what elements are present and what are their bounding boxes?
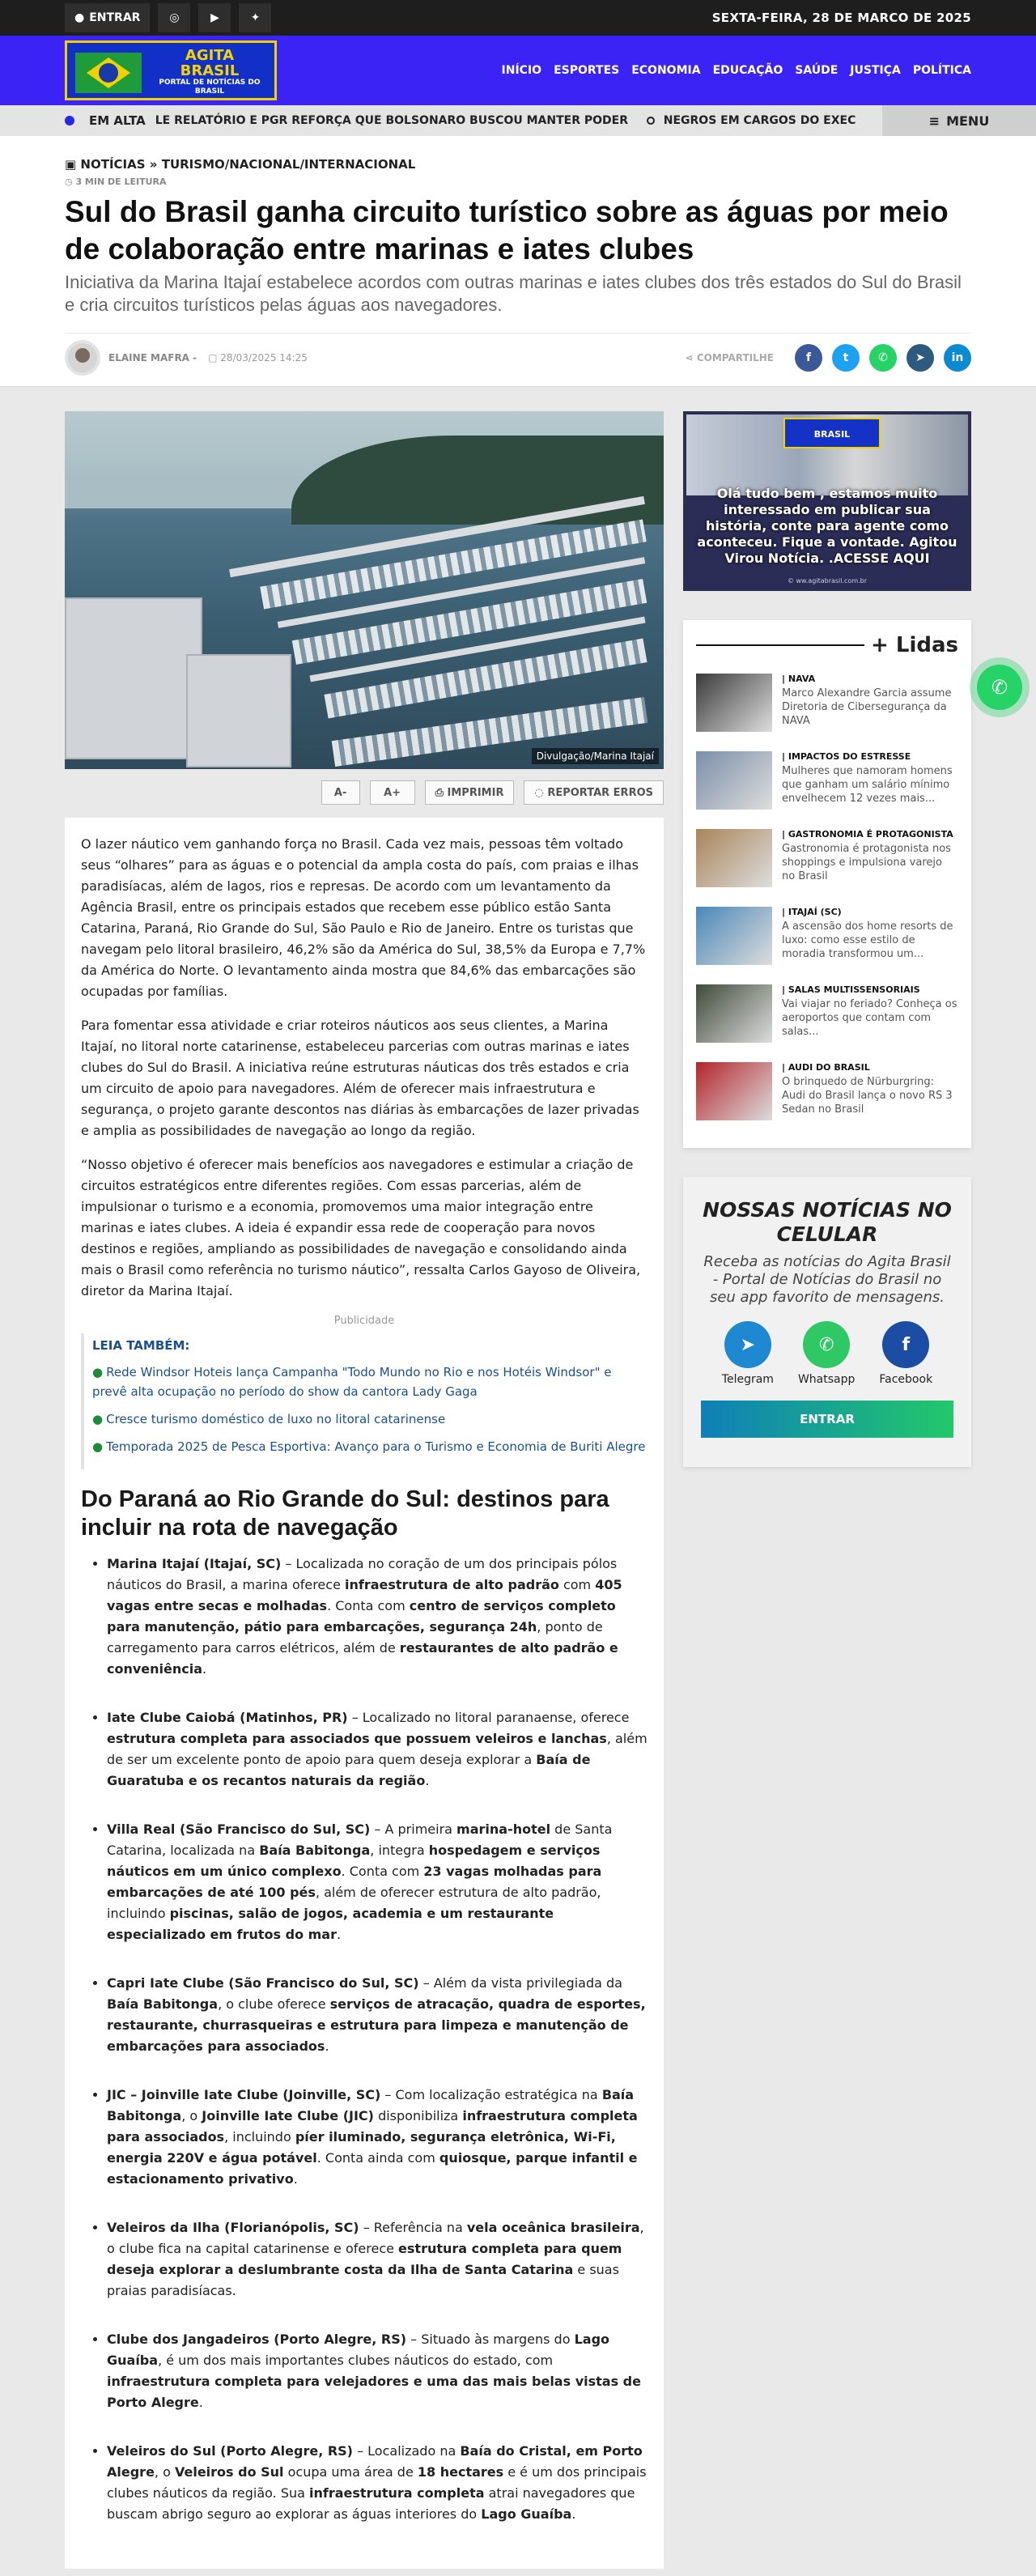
article-paragraph: Para fomentar essa atividade e criar roteiros náuticos aos seus clientes, a Marina Itajaí, no litoral norte catarinense, estabeleceu parcerias com outras marinas e iates clubes do Sul do Brasil. A iniciativa reúne estruturas náuticas dos três estados e cria um circuito de apoio para navegadores. Além de oferecer mais infraestrutura e segurança, o projeto garante descontos nas diárias às embarcações de lazer privadas e amplia as possibilidades de navegação ao longo da região. [81,1018,639,1138]
breadcrumb-category[interactable]: TURISMO/NACIONAL/INTERNACIONAL [161,157,416,172]
related-title: LEIA TAMBÉM: [92,1338,190,1353]
item-title[interactable]: Marco Alexandre Garcia assume Diretoria de Cibersegurança da NAVA [782,687,952,727]
clock-icon: ◷ [65,176,73,187]
share-linkedin-icon[interactable]: in [944,344,971,372]
hamburger-icon: ≡ [928,113,940,129]
item-category: | ITAJAÍ (SC) [782,907,958,917]
flag-circle [99,63,118,83]
facebook-link[interactable] [879,1321,932,1386]
most-read-item[interactable] [696,984,958,1043]
section-heading: Do Paraná ao Rio Grande do Sul: destinos para incluir na rota de navegação [81,1486,609,1541]
list-item: • Capri Iate Clube (São Francisco do Sul, SC) – Além da vista privilegiada da Baía Babitonga, o clube oferece serviços de atracação, quadra de esportes, restaurante, churrasqueiras e estrutura para limpeza e manutenção de embarcações para associados. [107,1973,648,2057]
logo-title: AGITA BRASIL [180,47,240,79]
font-increase-button[interactable]: A+ [370,780,415,805]
breadcrumb-separator: » [149,157,158,172]
list-item: • Veleiros do Sul (Porto Alegre, RS) – Localizado na Baía do Cristal, em Porto Alegre, o Veleiros do Sul ocupa uma área de 18 hectares e é um dos principais clubes náuticos da região. Sua infraestrutura completa atrai navegadores que buscam abrigo seguro ao explorar as águas interiores do Lago Guaíba. [107,2441,648,2525]
facebook-icon: f [882,1321,929,1368]
thumbnail [696,984,772,1043]
breadcrumb [65,157,971,172]
article-body [65,818,664,2569]
item-category: | IMPACTOS DO ESTRESSE [782,751,958,762]
most-read-title: + Lidas [871,633,958,657]
top-bar [0,0,1036,36]
publish-date: ▢ 28/03/2025 14:25 [208,351,308,363]
article-hero-image [65,411,664,769]
thumbnail [696,907,772,965]
nav-justica[interactable]: JUSTIÇA [850,64,901,77]
logo-tagline: PORTAL DE NOTÍCIAS DO BRASIL [159,79,261,96]
nav-saude[interactable]: SAÚDE [795,64,839,77]
nav-educacao[interactable]: EDUCAÇÃO [712,64,783,77]
calendar-icon: ▢ [208,351,218,363]
share-facebook-icon[interactable]: f [795,344,822,372]
most-read-item[interactable] [696,907,958,965]
item-title[interactable]: O brinquedo de Nürburgring: Audi do Brasil lança o novo RS 3 Sedan no Brasil [782,1076,953,1116]
mobile-news-enter-button[interactable]: ENTRAR [701,1401,953,1438]
thumbnail [696,751,772,810]
ad-text: Olá tudo bem , estamos muito interessado em publicar sua história, conte para agente como aconteceu. Fique a vontade. Agitou Virou Notícia. .ACESSE AQUI [697,486,957,566]
login-button[interactable] [65,3,150,32]
author-name[interactable]: ELAINE MAFRA - [108,351,197,363]
youtube-icon[interactable]: ▶ [198,3,231,32]
telegram-icon: ➤ [724,1321,771,1368]
share-whatsapp-icon[interactable]: ✆ [869,344,897,372]
news-ticker [0,105,1036,136]
destinations-list [81,1554,648,2525]
item-category: | AUDI DO BRASIL [782,1062,958,1073]
article-column [65,411,664,2569]
app-label: Facebook [879,1373,933,1386]
ticker-item[interactable]: LE RELATÓRIO E PGR REFORÇA QUE BOLSONARO BUSCOU MANTER PODER [155,114,628,127]
sidebar [683,411,971,1467]
article-header [0,136,1036,387]
most-read-item[interactable] [696,1062,958,1120]
ad-label: Publicidade [333,1315,395,1327]
whatsapp-icon: ✆ [803,1321,850,1368]
app-links [701,1321,953,1386]
app-label: Whatsapp [797,1373,856,1386]
related-link[interactable]: ● Temporada 2025 de Pesca Esportiva: Avanço para o Turismo e Economia de Buriti Alegre [92,1437,648,1456]
item-title[interactable]: Gastronomia é protagonista nos shoppings e impulsiona varejo no Brasil [782,843,951,882]
whatsapp-link[interactable] [798,1321,855,1386]
login-label: ENTRAR [89,11,141,24]
article-tools [65,780,664,805]
article-subtitle: Iniciativa da Marina Itajaí estabelece acordos com outras marinas e iates clubes dos três estados do Sul do Brasil e cria circuitos turísticos pelas águas aos navegadores. [65,272,962,315]
newspaper-icon: ▣ [65,157,77,172]
nav-politica[interactable]: POLÍTICA [912,64,971,77]
instagram-icon[interactable]: ◎ [158,3,190,32]
ticker-items[interactable] [155,114,856,127]
most-read-item[interactable] [696,751,958,810]
read-time: ◷ 3 MIN DE LEITURA [65,176,167,187]
user-icon: ● [74,11,85,24]
telegram-link[interactable] [722,1321,774,1386]
article-paragraph: “Nosso objetivo é oferecer mais benefícios aos navegadores e estimular a criação de circuitos estratégicos entre diferentes regiões. Com essas parcerias, além de impulsionar o turismo e a economia, promovemos uma maior integração entre marinas e iates clubes. A ideia é expandir essa rede de cooperação para novos destinos e regiões, ampliando as possibilidades de navegação e consolidando ainda mais o Brasil como referência no turismo náutico”, ressalta Carlos Gayoso de Oliveira, diretor da Marina Itajaí. [81,1157,641,1299]
menu-label: MENU [946,113,990,129]
mobile-news-box [683,1177,971,1467]
share-label: ⋖ COMPARTILHE [685,351,774,363]
item-title[interactable]: A ascensão dos home resorts de luxo: como esse estilo de moradia transformou um... [782,920,953,960]
circle-icon [647,117,655,125]
list-item: • Villa Real (São Francisco do Sul, SC) – A primeira marina-hotel de Santa Catarina, localizada na Baía Babitonga, integra hospedagem e serviços náuticos em um único complexo. Conta com 23 vagas molhadas para embarcações de até 100 pés, além de oferecer estrutura de alto padrão, incluindo piscinas, salão de jogos, academia e um restaurante especializado em frutos do mar. [107,1819,648,1945]
site-logo[interactable] [65,40,277,100]
most-read-item[interactable] [696,674,958,732]
list-item: • Marina Itajaí (Itajaí, SC) – Localizada no coração de um dos principais pólos náuticos do Brasil, a marina oferece infraestrutura de alto padrão com 405 vagas entre secas e molhadas. Conta com centro de serviços completo para manutenção, pátio para embarcações, segurança 24h, ponto de carregamento para carros elétricos, além de restaurantes de alto padrão e conveniência. [107,1554,648,1680]
ticker-label: EM ALTA [89,113,146,128]
list-item: • Iate Clube Caiobá (Matinhos, PR) – Localizado no litoral paranaense, oferece estrutura completa para associados que possuem veleiros e lanchas, além de ser um excelente ponto de apoio para quem deseja explorar a Baía de Guaratuba e os recantos naturais da região. [107,1707,648,1792]
menu-button[interactable] [882,105,1036,136]
author-avatar[interactable] [65,340,100,376]
list-item: • Clube dos Jangadeiros (Porto Alegre, RS) – Situado às margens do Lago Guaíba, é um dos mais importantes clubes náuticos do estado, com infraestrutura completa para velejadores e uma das mais belas vistas de Porto Alegre. [107,2329,648,2413]
item-title[interactable]: Mulheres que namoram homens que ganham um salário mínimo envelhecem 12 vezes mais... [782,765,953,805]
report-error-button[interactable]: ◌ REPORTAR ERROS [524,780,664,805]
thumbnail [696,1062,772,1120]
printer-icon: ⎙ [435,786,448,799]
app-label: Telegram [721,1373,774,1386]
item-title[interactable]: Vai viajar no feriado? Conheça os aeroportos que contam com salas... [782,998,957,1038]
ad-logo: BRASIL [783,418,881,448]
current-date: SEXTA-FEIRA, 28 DE MARCO DE 2025 [711,11,971,25]
font-decrease-button[interactable]: A- [321,780,360,805]
nav-economia[interactable]: ECONOMIA [631,64,701,77]
twitter-icon[interactable]: ✦ [239,3,271,32]
mobile-news-title: NOSSAS NOTÍCIAS NO CELULAR [703,1198,952,1246]
most-read [683,620,971,1148]
most-read-item[interactable] [696,829,958,887]
share-icon: ⋖ [685,351,694,363]
image-caption: Divulgação/Marina Itajaí [532,748,659,764]
sidebar-ad-banner[interactable] [683,411,971,591]
image-building [65,597,202,759]
share-twitter-icon[interactable]: t [832,344,860,372]
list-item: • Veleiros da Ilha (Florianópolis, SC) – Referência na vela oceânica brasileira, o clube fica na capital catarinense e oferece estrutura completa para quem deseja explorar a deslumbrante costa da Ilha de Santa Catarina e suas praias paradisíacas. [107,2217,648,2302]
site-header [0,36,1036,105]
breadcrumb-noticias[interactable]: NOTÍCIAS [80,157,146,172]
related-link[interactable]: ● Rede Windsor Hoteis lança Campanha "Todo Mundo no Rio e nos Hotéis Windsor" e prevê alta ocupação no período do show da cantora Lady Gaga [92,1362,648,1401]
ad-footer: © ww.agitabrasil.com.br [787,577,868,584]
nav-esportes[interactable]: ESPORTES [554,64,620,77]
ticker-item[interactable]: NEGROS EM CARGOS DO EXEC [663,114,856,127]
item-category: | NAVA [782,674,958,684]
article-title: Sul do Brasil ganha circuito turístico sobre as águas por meio de colaboração entre marinas e iates clubes [65,195,949,266]
list-item: • JIC – Joinville Iate Clube (Joinville, SC) – Com localização estratégica na Baía Babitonga, o Joinville Iate Clube (JIC) disponibiliza infraestrutura completa para associados, incluindo píer iluminado, segurança eletrônica, Wi-Fi, energia 220V e água potável. Conta ainda com quiosque, parque infantil e estacionamento privativo. [107,2085,648,2190]
floating-whatsapp-button[interactable] [970,657,1030,717]
related-link[interactable]: ● Cresce turismo doméstico de luxo no litoral catarinense [92,1409,648,1429]
divider [696,644,864,646]
nav-inicio[interactable]: INÍCIO [501,64,542,77]
image-building [186,654,291,767]
comment-icon: ◌ [534,786,548,799]
related-articles [81,1333,648,1469]
article-paragraph: O lazer náutico vem ganhando força no Brasil. Cada vez mais, pessoas têm voltado seus “olhares” para as águas e o potencial da ampla costa do país, com praias e ilhas paradisíacas, além de lagos, rios e represas. De acordo com um levantamento da Agência Brasil, entre os principais estados que recebem esse público estão Santa Catarina, Paraná, Rio Grande do Sul, São Paulo e Rio de Janeiro. Entre os turistas que navegam pelo litoral brasileiro, 46,2% são da América do Sul, 38,5% da Europa e 7,7% da América do Norte. O levantamento ainda mostra que 84,6% das embarcações são ocupadas por famílias. [81,836,646,999]
main-nav [502,64,971,77]
whatsapp-icon: ✆ [977,665,1022,710]
mobile-news-subtitle: Receba as notícias do Agita Brasil - Portal de Notícias do Brasil no seu app favorito de mensagens. [703,1253,951,1306]
item-category: | GASTRONOMIA É PROTAGONISTA [782,829,958,840]
article-meta [65,333,971,381]
share-telegram-icon[interactable]: ➤ [906,344,934,372]
thumbnail [696,674,772,732]
thumbnail [696,829,772,887]
print-button[interactable]: ⎙ IMPRIMIR [425,780,515,805]
live-dot-icon [65,116,74,125]
item-category: | SALAS MULTISSENSORIAIS [782,984,958,995]
